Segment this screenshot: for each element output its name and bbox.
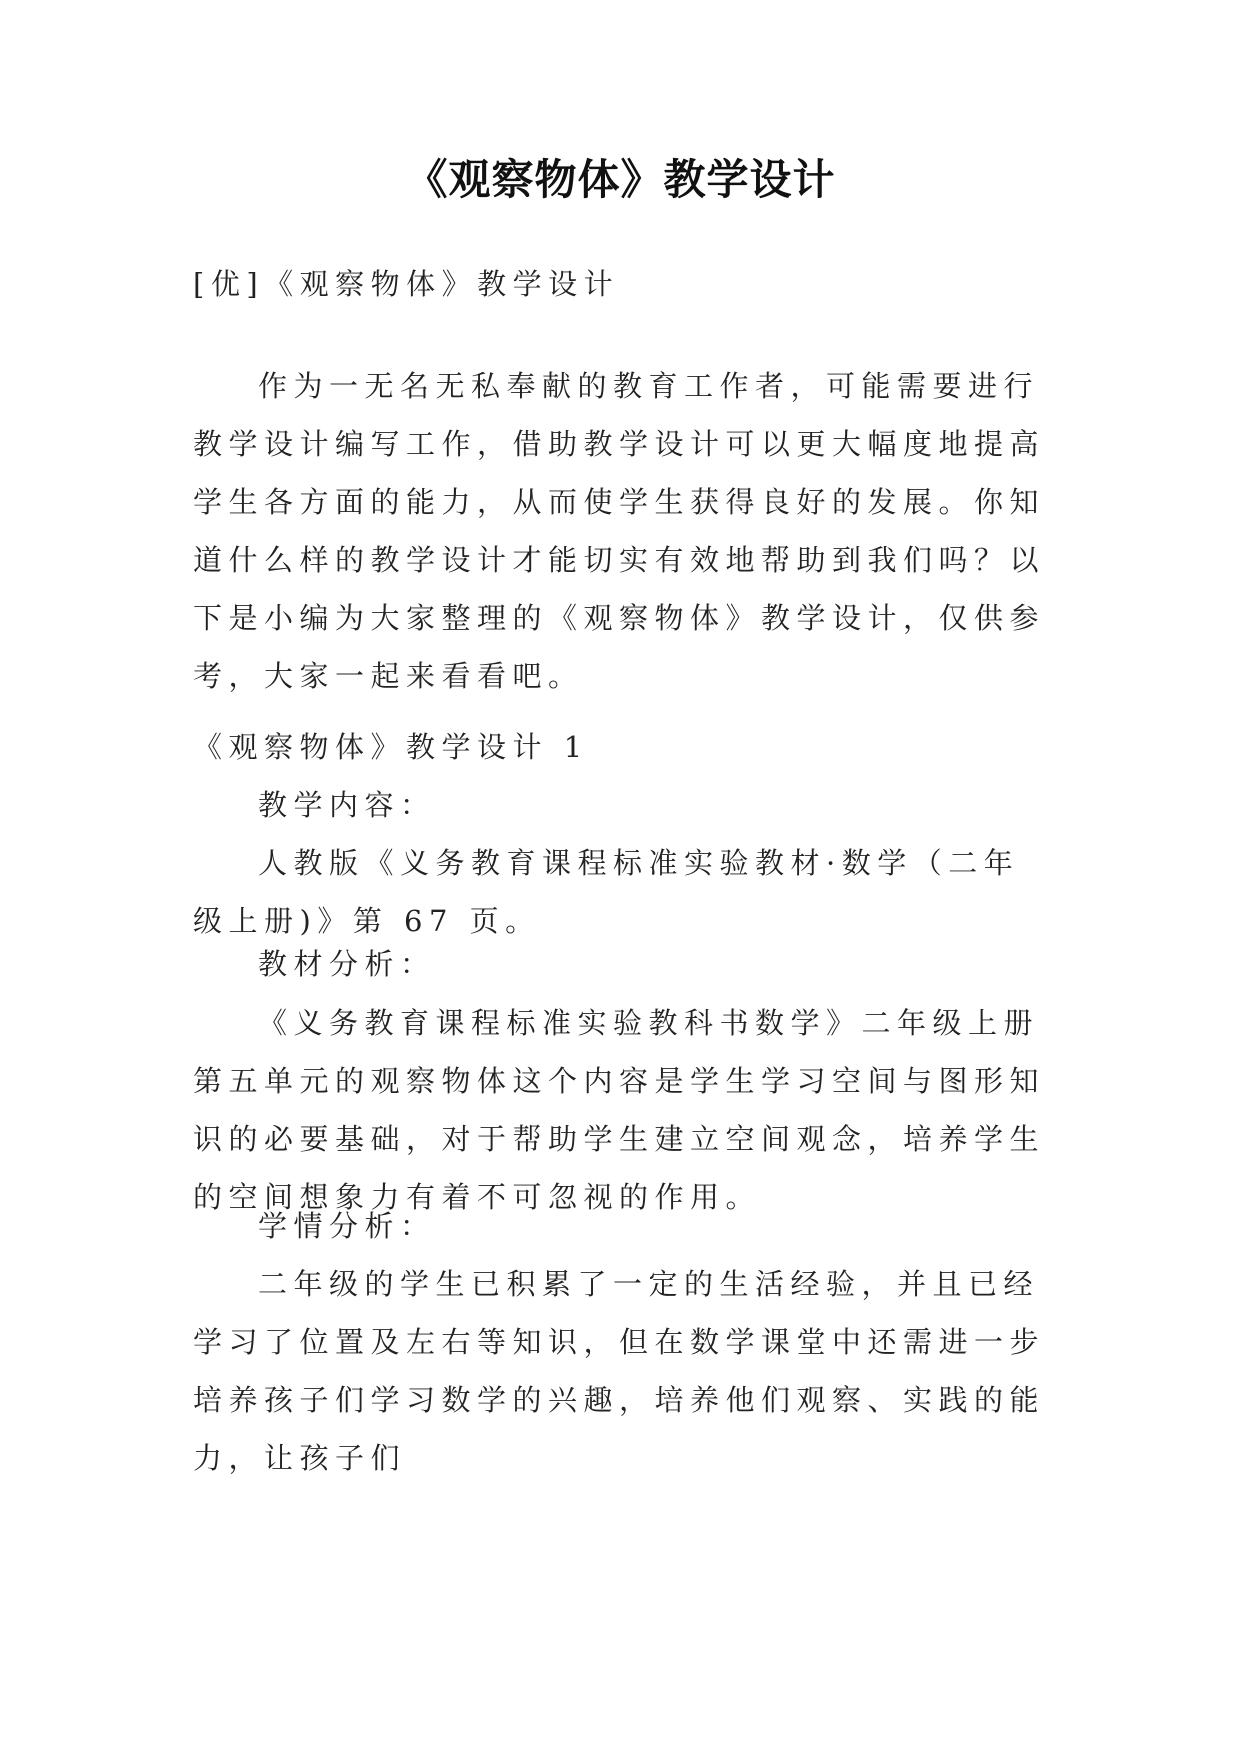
content-label: 教学内容： <box>258 788 436 822</box>
document-subtitle: [优]《观察物体》教学设计 <box>193 267 620 301</box>
section-heading: 《观察物体》教学设计 1 <box>193 730 589 764</box>
intro-paragraph: 作为一无名无私奉献的教育工作者，可能需要进行教学设计编写工作，借助教学设计可以更大幅度地提高学生各方面的能力，从而使学生获得良好的发展。你知道什么样的教学设计才能切实有效地帮助到我们吗？以下是小编为大家整理的《观察物体》教学设计，仅供参考，大家一起来看看吧。 <box>193 369 1046 693</box>
content-paragraph: 人教版《义务教育课程标准实验教材·数学（二年级上册)》第 67 页。 <box>193 846 1020 938</box>
student-paragraph: 二年级的学生已积累了一定的生活经验，并且已经学习了位置及左右等知识，但在数学课堂中还需进一步培养孩子们学习数学的兴趣，培养他们观察、实践的能力，让孩子们 <box>193 1267 1046 1475</box>
material-paragraph: 《义务教育课程标准实验教科书数学》二年级上册第五单元的观察物体这个内容是学生学习空间与图形知识的必要基础，对于帮助学生建立空间观念，培养学生的空间想象力有着不可忽视的作用。 <box>193 1006 1046 1214</box>
document-title: 《观察物体》教学设计 <box>405 155 836 204</box>
material-label: 教材分析： <box>258 947 436 981</box>
student-label: 学情分析： <box>258 1209 436 1243</box>
